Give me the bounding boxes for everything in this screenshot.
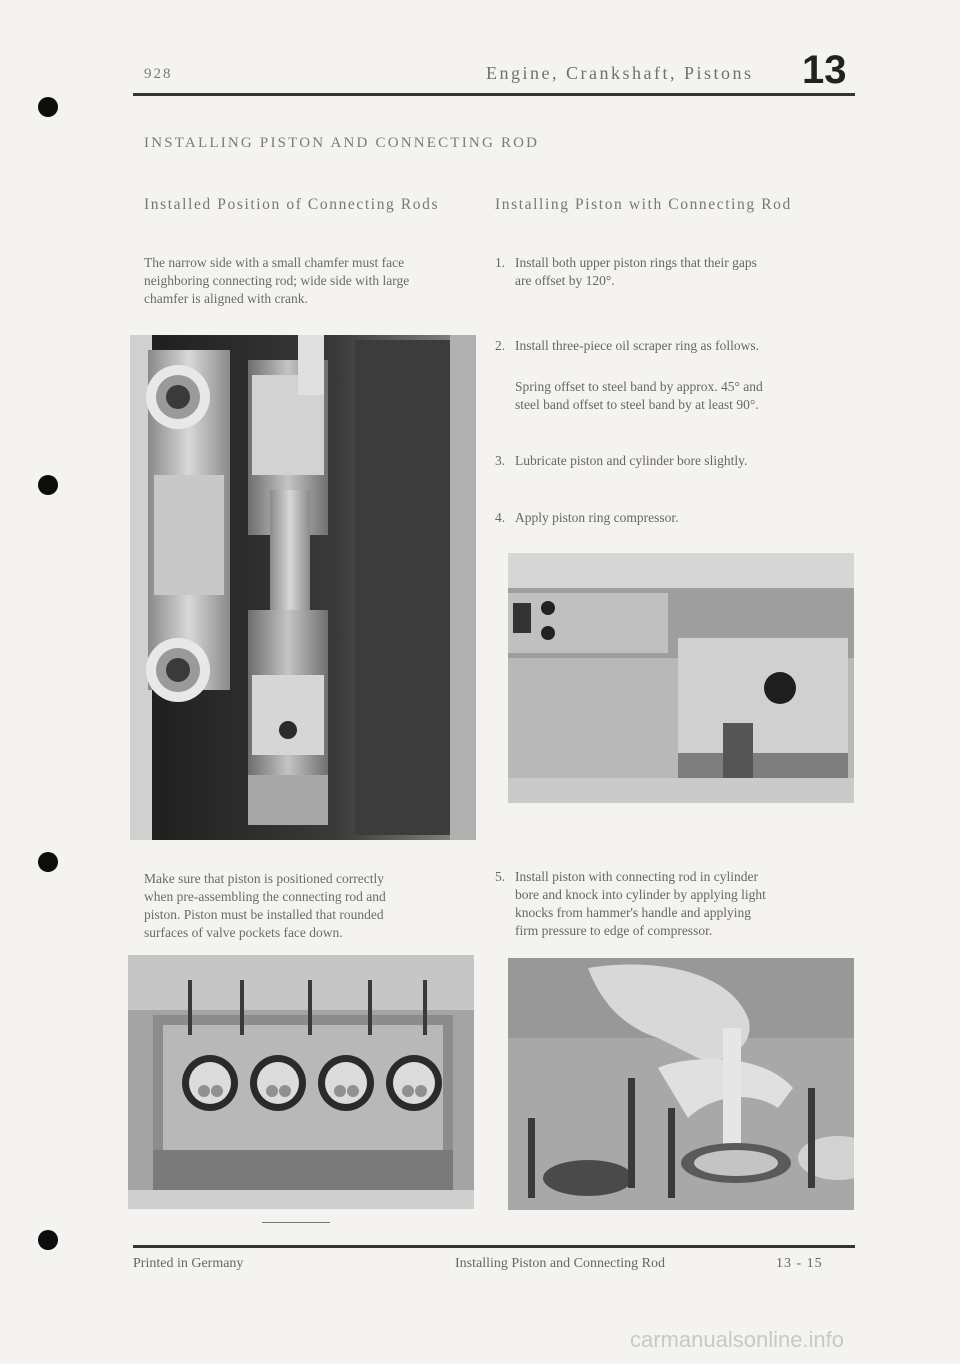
- footer-rule: [133, 1245, 855, 1248]
- right-column-heading: Installing Piston with Connecting Rod: [495, 196, 792, 213]
- step-text: Install three-piece oil scraper ring as follows.: [515, 338, 760, 353]
- left-intro-paragraph: [144, 254, 409, 308]
- page-number: 13 - 15: [776, 1256, 823, 1271]
- step-2: [495, 337, 759, 355]
- header-title: Engine, Crankshaft, Pistons: [486, 63, 754, 83]
- footer-title: Installing Piston and Connecting Rod: [455, 1256, 665, 1271]
- ring-compressor-photo: [508, 553, 854, 803]
- step-number: 3.: [495, 453, 506, 468]
- step-2-detail: [515, 378, 763, 414]
- binder-hole: [38, 852, 58, 872]
- step-text: steel band offset to steel band by at least 90°.: [515, 397, 759, 412]
- step-text: Install piston with connecting rod in cylinder: [515, 869, 758, 884]
- left-column-heading: Installed Position of Connecting Rods: [144, 196, 440, 213]
- header-rule: [133, 93, 855, 96]
- step-text: knocks from hammer's handle and applying: [515, 905, 751, 920]
- text-line: The narrow side with a small chamfer must face: [144, 255, 405, 270]
- step-text: firm pressure to edge of compressor.: [515, 923, 713, 938]
- step-text: Install both upper piston rings that their gaps: [515, 255, 757, 270]
- piston-install-photo: [508, 958, 854, 1210]
- ring-compressor-illustration: [508, 553, 854, 803]
- connecting-rods-illustration: [130, 335, 476, 840]
- step-3: [495, 452, 747, 470]
- step-number: 1.: [495, 255, 506, 270]
- connecting-rods-photo: [130, 335, 476, 840]
- step-4: [495, 509, 679, 527]
- binder-hole: [38, 97, 58, 117]
- step-text: Spring offset to steel band by approx. 45° and: [515, 379, 763, 394]
- engine-block-illustration: [128, 955, 474, 1209]
- step-text: are offset by 120°.: [515, 273, 615, 288]
- binder-hole: [38, 475, 58, 495]
- text-line: when pre-assembling the connecting rod and: [144, 889, 386, 904]
- text-line: piston. Piston must be installed that rounded: [144, 907, 384, 922]
- left-note-paragraph: [144, 870, 386, 942]
- piston-install-illustration: [508, 958, 854, 1210]
- step-number: 5.: [495, 869, 506, 884]
- step-1: [495, 254, 757, 290]
- text-line: chamfer is aligned with crank.: [144, 291, 308, 306]
- step-5: [495, 868, 766, 940]
- section-title: INSTALLING PISTON AND CONNECTING ROD: [144, 135, 540, 151]
- step-text: Lubricate piston and cylinder bore slightly.: [515, 453, 748, 468]
- step-text: bore and knock into cylinder by applying light: [515, 887, 766, 902]
- text-line: neighboring connecting rod; wide side with large: [144, 273, 410, 288]
- text-line: surfaces of valve pockets face down.: [144, 925, 343, 940]
- step-number: 2.: [495, 338, 506, 353]
- text-line: Make sure that piston is positioned correctly: [144, 871, 384, 886]
- header-model: 928: [144, 66, 173, 82]
- watermark-text: carmanualsonline.info: [630, 1327, 845, 1352]
- binder-hole: [38, 1230, 58, 1250]
- short-rule: [262, 1222, 330, 1223]
- step-text: Apply piston ring compressor.: [515, 510, 679, 525]
- step-number: 4.: [495, 510, 506, 525]
- section-number: 13: [802, 48, 847, 92]
- footer-printed: Printed in Germany: [133, 1256, 244, 1271]
- engine-block-photo: [128, 955, 474, 1209]
